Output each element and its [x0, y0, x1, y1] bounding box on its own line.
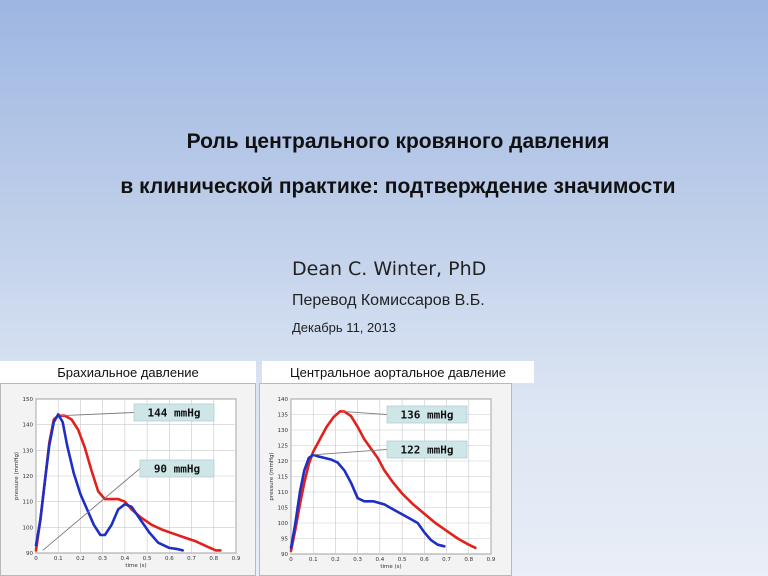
- x-tick-label: 0.1: [308, 557, 318, 563]
- callout-label: 136 mmHg: [400, 408, 454, 422]
- y-tick-label: 110: [22, 499, 33, 506]
- x-axis-label: time (s): [380, 564, 402, 570]
- y-tick-label: 130: [277, 428, 288, 434]
- y-tick-label: 115: [277, 474, 288, 481]
- x-tick-label: 0.4: [120, 556, 130, 562]
- x-tick-label: 0: [34, 556, 38, 562]
- x-tick-label: 0.5: [142, 556, 152, 562]
- x-tick-label: 0.1: [53, 556, 63, 562]
- brachial-pressure-header: Брахиальное давление: [0, 361, 256, 383]
- x-tick-label: 0.3: [98, 556, 108, 562]
- y-tick-label: 120: [277, 459, 288, 465]
- x-tick-label: 0.9: [231, 556, 241, 562]
- y-tick-label: 100: [22, 525, 33, 532]
- x-tick-label: 0.5: [397, 557, 407, 563]
- y-tick-label: 120: [22, 474, 33, 480]
- x-tick-label: 0.8: [209, 556, 219, 562]
- y-tick-label: 130: [22, 448, 33, 455]
- callout-label: 144 mmHg: [147, 406, 201, 420]
- y-tick-label: 90: [281, 552, 288, 558]
- callout-label: 122 mmHg: [400, 443, 454, 457]
- x-tick-label: 0.2: [331, 557, 340, 563]
- y-tick-label: 100: [277, 521, 288, 527]
- x-axis-label: time (s): [125, 563, 147, 569]
- y-tick-label: 105: [277, 505, 288, 512]
- x-tick-label: 0.6: [164, 556, 174, 562]
- x-tick-label: 0.6: [419, 557, 429, 563]
- y-tick-label: 90: [26, 551, 33, 557]
- y-tick-label: 110: [277, 490, 288, 496]
- presentation-date: Декабрь 11, 2013: [292, 320, 396, 335]
- central-aortic-pressure-header: Центральное аортальное давление: [262, 361, 534, 383]
- x-tick-label: 0.8: [464, 557, 474, 563]
- y-tick-label: 140: [277, 397, 288, 403]
- translator-credit: Перевод Комиссаров В.Б.: [292, 292, 485, 309]
- x-tick-label: 0.3: [353, 557, 363, 563]
- slide-title-line-1: Роль центрального кровяного давления: [186, 130, 610, 153]
- callout-label: 90 mmHg: [153, 462, 201, 476]
- y-tick-label: 125: [277, 443, 288, 450]
- y-axis-label: pressure (mmHg): [269, 452, 275, 501]
- y-axis-label: pressure (mmHg): [14, 451, 20, 501]
- x-tick-label: 0.7: [187, 556, 196, 562]
- x-tick-label: 0.9: [486, 557, 496, 563]
- y-tick-label: 95: [281, 536, 288, 543]
- slide-title-line-2: в клинической практике: подтверждение значимости: [120, 175, 676, 198]
- aortic-pressure-chart: [259, 383, 512, 576]
- x-tick-label: 0.4: [375, 557, 385, 563]
- x-tick-label: 0: [289, 557, 293, 563]
- y-tick-label: 135: [277, 412, 288, 419]
- y-tick-label: 150: [22, 397, 33, 403]
- brachial-pressure-chart: [0, 383, 256, 576]
- author-name: Dean C. Winter, PhD: [292, 258, 487, 280]
- x-tick-label: 0.2: [76, 556, 85, 562]
- x-tick-label: 0.7: [442, 557, 451, 563]
- y-tick-label: 140: [22, 422, 33, 429]
